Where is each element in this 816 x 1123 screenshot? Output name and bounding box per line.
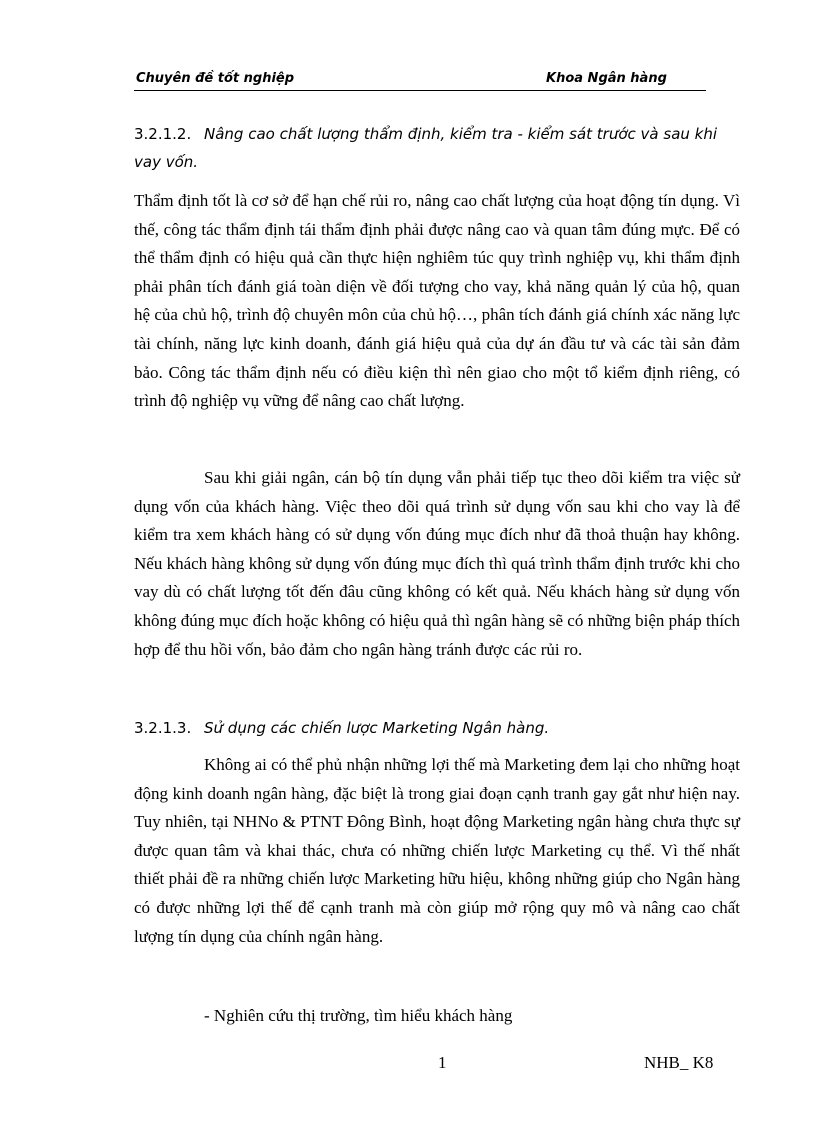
section-heading-3-2-1-2 — [134, 120, 744, 176]
header-thesis-label: Chuyên đề tốt nghiệp — [136, 71, 295, 86]
section-number: 3.2.1.3. — [134, 719, 192, 737]
list-item-market-research: - Nghiên cứu thị trường, tìm hiểu khách hàng — [204, 1006, 513, 1025]
section-heading-3-2-1-3 — [134, 714, 744, 742]
section-title: Sử dụng các chiến lược Marketing Ngân hàng. — [204, 719, 550, 737]
section-number: 3.2.1.2. — [134, 125, 192, 143]
paragraph-monitoring: Sau khi giải ngân, cán bộ tín dụng vẫn phải tiếp tục theo dõi kiểm tra việc sử dụng vốn của khách hàng. Việc theo dõi quá trình sử dụng vốn sau khi cho vay là để kiểm tra xem khách hàng có sử dụng vốn đúng mục đích như đã thoả thuận hay không. Nếu khách hàng không sử dụng vốn đúng mục đích thì quá trình thẩm định trước khi cho vay dù có chất lượng tốt đến đâu cũng không có kết quả. Nếu khách hàng sử dụng vốn không đúng mục đích hoặc không có hiệu quả thì ngân hàng sẽ có những biện pháp thích hợp để thu hồi vốn, bảo đảm cho ngân hàng tránh được các rủi ro. — [134, 468, 740, 659]
paragraph-appraisal: Thẩm định tốt là cơ sở để hạn chế rủi ro, nâng cao chất lượng của hoạt động tín dụng. Vì thế, công tác thẩm định tái thẩm định phải được nâng cao và quan tâm đúng mực. Để có thể thẩm định có hiệu quả cần thực hiện nghiêm túc quy trình nghiệp vụ, khi thẩm định phải phân tích đánh giá toàn diện về đối tượng cho vay, khả năng quản lý của hộ, quan hệ của chủ hộ, trình độ chuyên môn của chủ hộ…, phân tích đánh giá chính xác năng lực tài chính, năng lực kinh doanh, đánh giá hiệu quả của dự án đầu tư và các tài sản đảm bảo. Công tác thẩm định nếu có điều kiện thì nên giao cho một tổ kiểm định riêng, có trình độ nghiệp vụ vững để nâng cao chất lượng. — [134, 191, 740, 411]
paragraph-marketing: Không ai có thể phủ nhận những lợi thế mà Marketing đem lại cho những hoạt động kinh doanh ngân hàng, đặc biệt là trong giai đoạn cạnh tranh gay gắt như hiện nay. Tuy nhiên, tại NHNo & PTNT Đông Bình, hoạt động Marketing ngân hàng chưa thực sự được quan tâm và khai thác, chưa có những chiến lược Marketing cụ thể. Vì thế nhất thiết phải đề ra những chiến lược Marketing hữu hiệu, không những giúp cho Ngân hàng có được những lợi thế để cạnh tranh mà còn giúp mở rộng quy mô và nâng cao chất lượng tín dụng của chính ngân hàng. — [134, 755, 740, 946]
header-faculty-label: Khoa Ngân hàng — [546, 71, 667, 86]
page-number: 1 — [438, 1053, 447, 1072]
footer-code: NHB_ K8 — [644, 1053, 714, 1072]
section-title: Nâng cao chất lượng thẩm định, kiểm tra - kiểm sát trước và sau khi vay vốn. — [134, 125, 718, 171]
page-header — [134, 68, 706, 91]
